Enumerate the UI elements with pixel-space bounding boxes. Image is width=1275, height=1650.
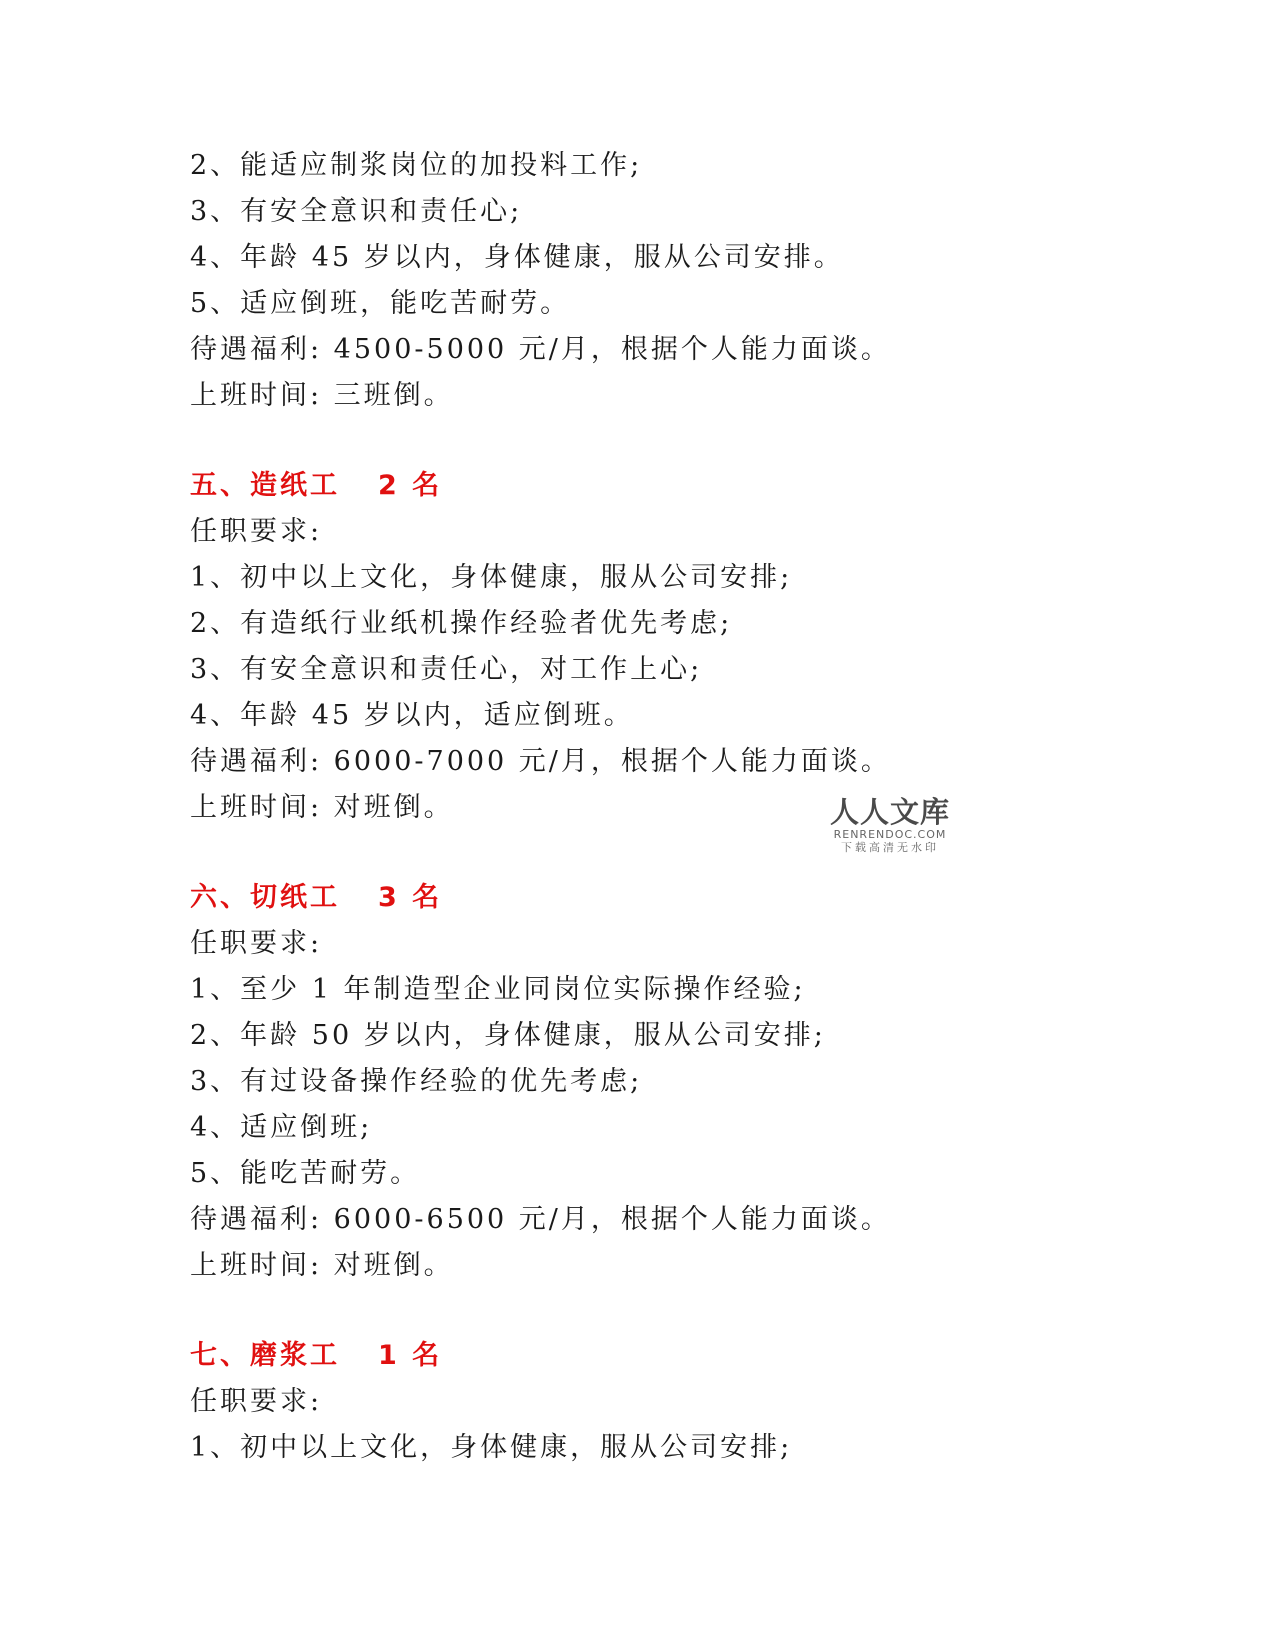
requirement-line: 2、能适应制浆岗位的加投料工作; [190,150,643,181]
job-heading [190,875,1090,921]
requirement-line: 2、年龄 50 岁以内，身体健康，服从公司安排; [190,1020,826,1051]
schedule-line: 上班时间: 对班倒。 [190,1250,454,1281]
requirement-line: 4、年龄 45 岁以内，适应倒班。 [190,700,634,731]
requirements-label: 任职要求: [190,1386,323,1417]
job-section-paper-cutter [190,875,1090,1289]
schedule-line: 上班时间: 三班倒。 [190,380,454,411]
requirement-line: 5、能吃苦耐劳。 [190,1158,421,1189]
intro-block [190,143,1090,419]
section-spacer [190,1289,1090,1333]
job-heading [190,1333,1090,1379]
requirement-line: 1、初中以上文化，身体健康，服从公司安排; [190,1432,793,1463]
requirement-line: 5、适应倒班，能吃苦耐劳。 [190,288,571,319]
watermark-domain: RENRENDOC.COM [833,828,947,841]
watermark-tagline: 下载高清无水印 [841,841,939,854]
section-spacer [190,419,1090,463]
requirement-line: 2、有造纸行业纸机操作经验者优先考虑; [190,608,733,639]
requirements-label: 任职要求: [190,516,323,547]
job-heading [190,463,1090,509]
job-headcount: 1 名 [378,1340,443,1371]
requirement-line: 3、有过设备操作经验的优先考虑; [190,1066,643,1097]
job-headcount: 2 名 [378,470,443,501]
job-title: 六、切纸工 [190,882,340,913]
watermark-name: 人人文库 [829,795,950,829]
requirement-line: 3、有安全意识和责任心，对工作上心; [190,654,703,685]
requirements-label: 任职要求: [190,928,323,959]
job-section-paper-maker [190,463,1090,831]
watermark-logo [825,796,955,855]
job-title: 五、造纸工 [190,470,340,501]
salary-line: 待遇福利: 6000-7000 元/月，根据个人能力面谈。 [190,746,891,777]
section-spacer [190,831,1090,875]
requirement-line: 4、年龄 45 岁以内，身体健康，服从公司安排。 [190,242,844,273]
document-content [190,143,1090,1471]
job-headcount: 3 名 [378,882,443,913]
schedule-line: 上班时间: 对班倒。 [190,792,454,823]
salary-line: 待遇福利: 4500-5000 元/月，根据个人能力面谈。 [190,334,891,365]
job-title: 七、磨浆工 [190,1340,340,1371]
job-section-refiner [190,1333,1090,1471]
salary-line: 待遇福利: 6000-6500 元/月，根据个人能力面谈。 [190,1204,891,1235]
requirement-line: 4、适应倒班; [190,1112,373,1143]
requirement-line: 1、初中以上文化，身体健康，服从公司安排; [190,562,793,593]
requirement-line: 1、至少 1 年制造型企业同岗位实际操作经验; [190,974,806,1005]
requirement-line: 3、有安全意识和责任心; [190,196,523,227]
